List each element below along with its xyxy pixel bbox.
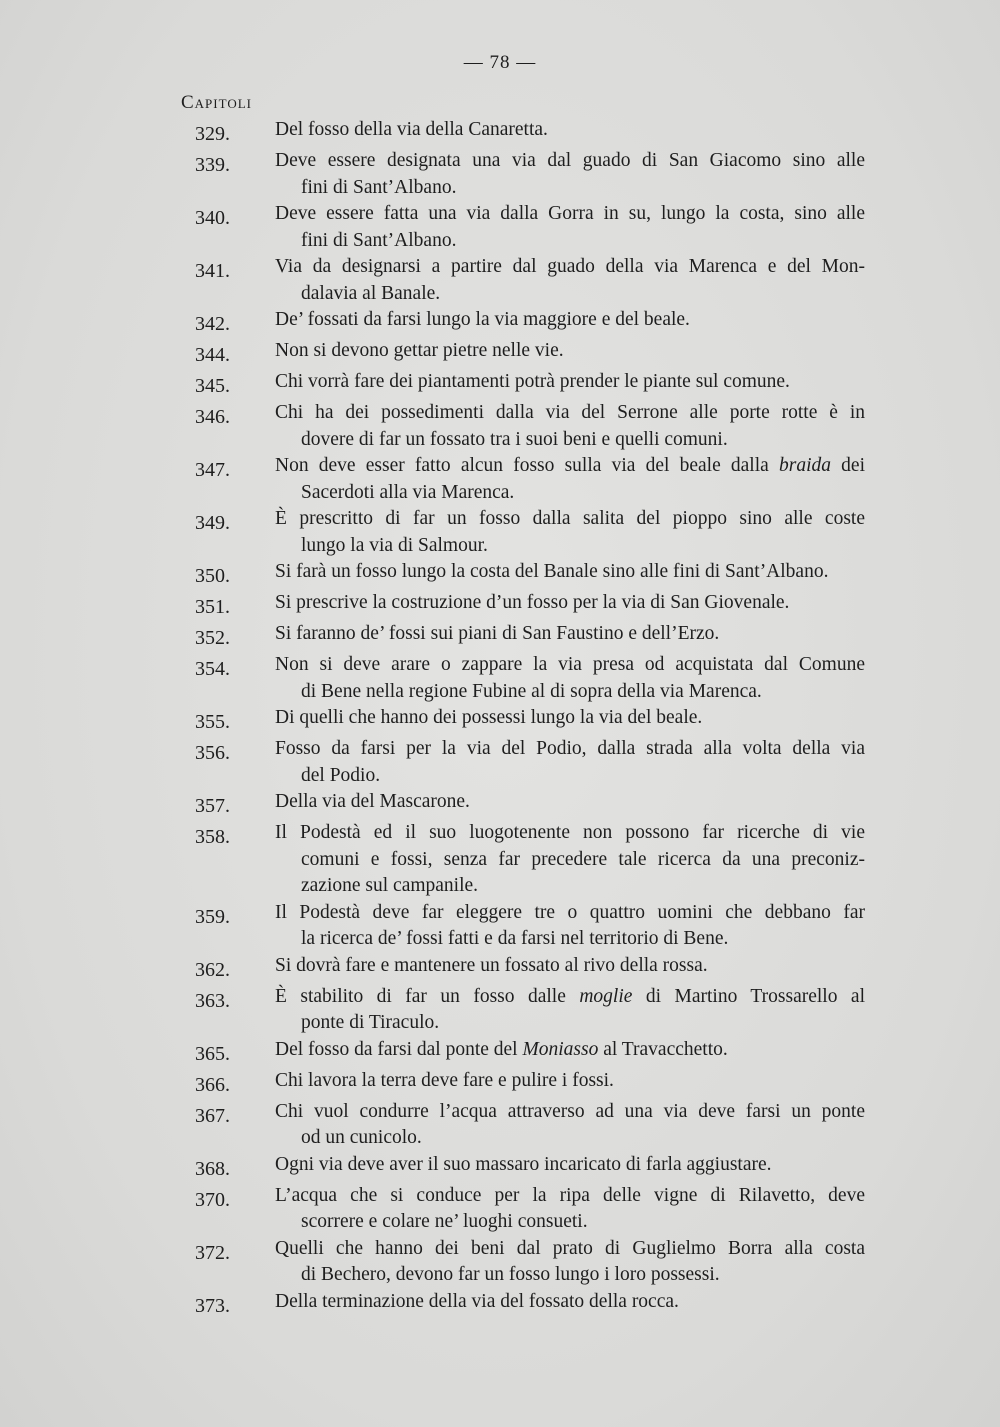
chapter-entry bbox=[195, 338, 875, 369]
chapter-text-line: dalavia al Banale. bbox=[301, 282, 441, 304]
chapter-text bbox=[275, 1068, 865, 1095]
chapter-number: 341. bbox=[195, 260, 230, 282]
chapter-text-line: Del fosso della via della Canaretta. bbox=[275, 119, 548, 140]
chapter-number: 349. bbox=[195, 512, 230, 534]
chapter-text-line: scorrere e colare ne’ luoghi consueti. bbox=[301, 1211, 588, 1232]
chapter-number: 329. bbox=[195, 123, 230, 145]
chapter-text bbox=[275, 369, 865, 396]
chapter-text-line: di Bechero, devono far un fosso lungo i loro possessi. bbox=[301, 1264, 720, 1285]
chapter-text-line: la ricerca de’ fossi fatti e da farsi nel territorio di Bene. bbox=[301, 928, 729, 949]
chapter-number: 352. bbox=[195, 627, 230, 649]
chapter-entry bbox=[195, 820, 875, 900]
chapter-text bbox=[275, 820, 865, 900]
chapter-text bbox=[275, 736, 865, 789]
chapter-text bbox=[275, 506, 865, 559]
chapter-entry bbox=[195, 506, 875, 559]
chapter-text bbox=[275, 453, 865, 506]
chapter-text bbox=[275, 1152, 865, 1179]
chapter-text-line: Quelli che hanno dei beni dal prato di Guglielmo Borra alla costa bbox=[275, 1237, 865, 1259]
chapter-text bbox=[275, 400, 865, 453]
chapter-text bbox=[275, 201, 865, 254]
chapter-text-line: Chi lavora la terra deve fare e pulire i fossi. bbox=[275, 1069, 614, 1091]
chapter-text-line: Deve essere designata una via dal guado di San Giacomo sino alle bbox=[275, 150, 865, 171]
chapter-text bbox=[275, 705, 865, 732]
chapter-text-line: Non si deve arare o zappare la via presa od acquistata dal Comune bbox=[275, 654, 865, 675]
chapter-text-line: È stabilito di far un fosso dalle moglie di Martino Trossarello al bbox=[275, 985, 866, 1007]
chapter-text-line: comuni e fossi, senza far precedere tale ricerca da una preconiz- bbox=[301, 848, 865, 870]
chapter-entry bbox=[195, 559, 875, 590]
chapter-text-line: zazione sul campanile. bbox=[301, 875, 479, 896]
chapter-number: 366. bbox=[195, 1073, 230, 1096]
chapter-text-line: ponte di Tiraculo. bbox=[301, 1012, 440, 1033]
chapter-text bbox=[275, 1289, 865, 1316]
chapter-entry bbox=[195, 400, 875, 453]
chapter-text bbox=[275, 1183, 865, 1236]
chapter-text-line: fini di Sant’Albano. bbox=[301, 176, 457, 198]
chapter-number: 367. bbox=[195, 1104, 230, 1127]
chapter-entry bbox=[195, 736, 875, 789]
chapter-text bbox=[275, 900, 865, 953]
chapter-number: 372. bbox=[195, 1241, 230, 1264]
chapter-text-line: Deve essere fatta una via dalla Gorra in su, lungo la costa, sino alle bbox=[275, 203, 865, 224]
chapter-text-line: Chi vorrà fare dei piantamenti potrà prender le piante sul comune. bbox=[275, 371, 790, 392]
chapter-text-line: Della via del Mascarone. bbox=[275, 791, 470, 812]
chapter-text-line: Del fosso da farsi dal ponte del Moniasso al Travacchetto. bbox=[275, 1038, 728, 1060]
chapter-text-line: Si faranno de’ fossi sui piani di San Faustino e dell’Erzo. bbox=[275, 623, 720, 644]
chapter-number: 363. bbox=[195, 989, 230, 1012]
chapter-entry bbox=[195, 117, 875, 148]
chapter-text bbox=[275, 307, 865, 334]
chapter-text-line: Non deve esser fatto alcun fosso sulla via del beale dalla braida dei bbox=[275, 455, 866, 476]
chapter-number: 339. bbox=[195, 154, 230, 176]
chapter-entry bbox=[195, 201, 875, 254]
chapter-entry bbox=[195, 984, 875, 1037]
chapter-entry bbox=[195, 1183, 875, 1236]
chapter-text bbox=[275, 789, 865, 816]
chapter-text-line: Il Podestà ed il suo luogotenente non possono far ricerche di vie bbox=[275, 822, 865, 843]
chapter-text-line: L’acqua che si conduce per la ripa delle vigne di Rilavetto, deve bbox=[275, 1184, 865, 1206]
chapter-number: 351. bbox=[195, 596, 230, 618]
chapter-text-line: Ogni via deve aver il suo massaro incaricato di farla aggiustare. bbox=[275, 1153, 772, 1175]
chapter-entry bbox=[195, 590, 875, 621]
chapter-entry bbox=[195, 621, 875, 652]
chapter-text bbox=[275, 148, 865, 201]
chapter-text-line: Via da designarsi a partire dal guado della via Marenca e del Mon- bbox=[275, 256, 865, 277]
chapter-text-line: fini di Sant’Albano. bbox=[301, 229, 457, 251]
chapter-text-line: Chi vuol condurre l’acqua attraverso ad una via deve farsi un ponte bbox=[275, 1100, 865, 1122]
chapter-text bbox=[275, 953, 865, 980]
chapter-number: 340. bbox=[195, 207, 230, 229]
chapter-text bbox=[275, 590, 865, 617]
chapter-entry bbox=[195, 652, 875, 705]
chapter-number: 347. bbox=[195, 459, 230, 481]
chapter-text-line: Non si devono gettar pietre nelle vie. bbox=[275, 340, 564, 361]
chapter-number: 344. bbox=[195, 344, 230, 366]
chapter-text-line: del Podio. bbox=[301, 764, 381, 786]
chapter-text-line: Sacerdoti alla via Marenca. bbox=[301, 481, 515, 503]
chapter-number: 346. bbox=[195, 406, 230, 428]
chapter-entry bbox=[195, 254, 875, 307]
section-label: Capitoli bbox=[181, 92, 252, 113]
chapter-number: 362. bbox=[195, 958, 230, 981]
chapter-text bbox=[275, 984, 865, 1037]
chapter-text-line: Fosso da farsi per la via del Podio, dalla strada alla volta della via bbox=[275, 738, 865, 759]
chapter-number: 354. bbox=[195, 658, 230, 680]
chapter-text bbox=[275, 559, 865, 586]
chapter-text-line: De’ fossati da farsi lungo la via maggiore e del beale. bbox=[275, 309, 690, 330]
chapter-text bbox=[275, 1099, 865, 1152]
chapter-text bbox=[275, 254, 865, 307]
chapter-text bbox=[275, 621, 865, 648]
chapter-text bbox=[275, 338, 865, 365]
chapter-entry bbox=[195, 1037, 875, 1068]
chapter-entry bbox=[195, 789, 875, 820]
page-number: — 78 — bbox=[463, 52, 537, 73]
chapter-text-line: Chi ha dei possedimenti dalla via del Serrone alle porte rotte è in bbox=[275, 402, 865, 423]
chapter-list bbox=[195, 117, 875, 1320]
chapter-number: 359. bbox=[195, 905, 230, 928]
chapter-entry bbox=[195, 453, 875, 506]
chapter-text-line: Della terminazione della via del fossato della rocca. bbox=[275, 1290, 679, 1312]
chapter-number: 345. bbox=[195, 375, 230, 397]
chapter-number: 370. bbox=[195, 1188, 230, 1211]
chapter-number: 358. bbox=[195, 826, 230, 848]
chapter-entry bbox=[195, 1152, 875, 1183]
chapter-entry bbox=[195, 1236, 875, 1289]
chapter-entry bbox=[195, 953, 875, 984]
chapter-entry bbox=[195, 1068, 875, 1099]
chapter-entry bbox=[195, 705, 875, 736]
chapter-number: 357. bbox=[195, 795, 230, 817]
chapter-text-line: di Bene nella regione Fubine al di sopra della via Marenca. bbox=[301, 680, 762, 702]
chapter-entry bbox=[195, 900, 875, 953]
chapter-text-line: Si dovrà fare e mantenere un fossato al rivo della rossa. bbox=[275, 954, 708, 976]
chapter-text-line: È prescritto di far un fosso dalla salita del pioppo sino alle coste bbox=[275, 508, 865, 529]
chapter-entry bbox=[195, 148, 875, 201]
chapter-number: 350. bbox=[195, 565, 230, 587]
chapter-entry bbox=[195, 307, 875, 338]
chapter-text-line: Il Podestà deve far eleggere tre o quattro uomini che debbano far bbox=[275, 901, 865, 923]
chapter-number: 373. bbox=[195, 1294, 230, 1317]
chapter-text-line: lungo la via di Salmour. bbox=[301, 534, 488, 556]
chapter-entry bbox=[195, 369, 875, 400]
chapter-entry bbox=[195, 1099, 875, 1152]
chapter-text bbox=[275, 1236, 865, 1289]
chapter-text-line: Si farà un fosso lungo la costa del Banale sino alle fini di Sant’Albano. bbox=[275, 561, 829, 582]
chapter-number: 368. bbox=[195, 1157, 230, 1180]
chapter-text bbox=[275, 117, 865, 144]
chapter-text-line: od un cunicolo. bbox=[301, 1127, 422, 1148]
chapter-text-line: Di quelli che hanno dei possessi lungo la via del beale. bbox=[275, 707, 703, 728]
chapter-number: 365. bbox=[195, 1042, 230, 1065]
chapter-entry bbox=[195, 1289, 875, 1320]
chapter-text-line: Si prescrive la costruzione d’un fosso per la via di San Giovenale. bbox=[275, 592, 790, 613]
chapter-number: 355. bbox=[195, 711, 230, 733]
chapter-number: 342. bbox=[195, 313, 230, 335]
chapter-text bbox=[275, 652, 865, 705]
chapter-text-line: dovere di far un fossato tra i suoi beni e quelli comuni. bbox=[301, 428, 728, 450]
chapter-number: 356. bbox=[195, 742, 230, 764]
chapter-text bbox=[275, 1037, 865, 1064]
